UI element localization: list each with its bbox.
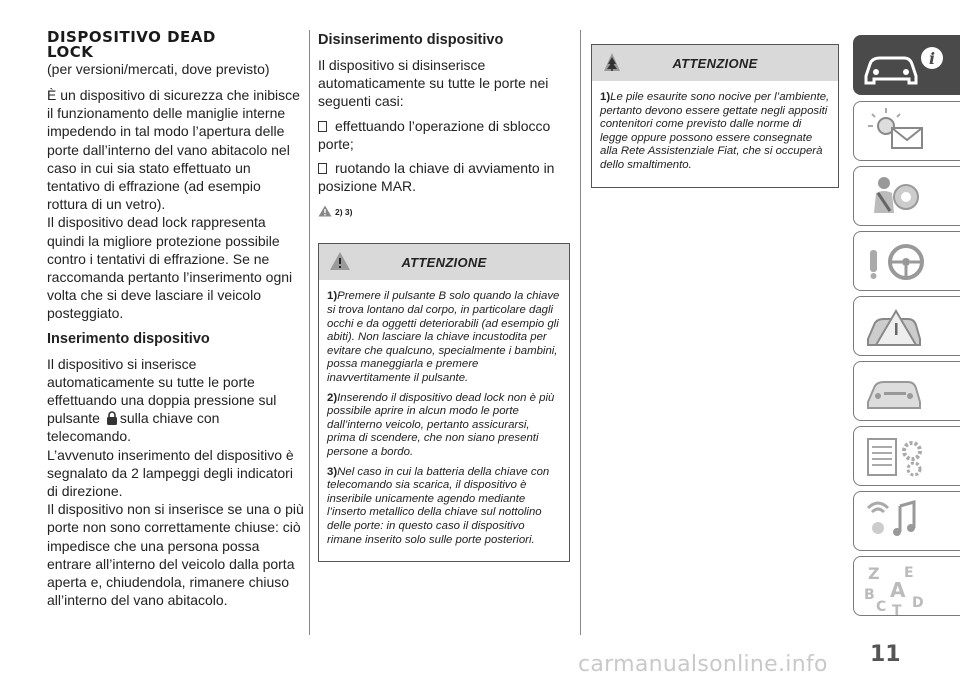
environment-warning-box xyxy=(591,44,839,188)
tab-safety[interactable] xyxy=(853,166,960,226)
disable-intro: Il dispositivo si disinserisce automaticamente su tutte le porte nei seguenti casi: xyxy=(318,57,549,110)
insert-text-a: Il dispositivo si inserisce automaticamente su tutte le porte effettuando una doppia pressione sul pulsante xyxy=(47,355,277,427)
tab-warning-lights[interactable] xyxy=(853,101,960,161)
warning-item-2 xyxy=(327,392,561,460)
warning-number: 1) xyxy=(600,91,611,103)
warning-text: Inserendo il dispositivo dead lock non è più possibile aprire in alcun modo le porte dall’interno veicolo, pertanto assicurarsi, prima di scendere, che non siano presenti persone a bordo. xyxy=(327,391,555,458)
column-divider-2 xyxy=(580,30,581,635)
tab-driving[interactable] xyxy=(853,231,960,291)
warning-box xyxy=(318,243,570,562)
safety-icon xyxy=(854,167,954,225)
subtitle: (per versioni/mercati, dove previsto) xyxy=(47,61,270,77)
warning-body xyxy=(319,280,569,561)
emergency-icon xyxy=(854,297,954,355)
environment-tree-icon xyxy=(602,52,622,74)
index-icon xyxy=(854,557,954,615)
warning-references xyxy=(318,205,570,217)
tab-index[interactable] xyxy=(853,556,960,616)
title-line-2: LOCK xyxy=(47,43,94,61)
warning-title: ATTENZIONE xyxy=(672,55,758,71)
index-letter-t: T xyxy=(892,603,902,615)
bullet-text-1: effettuando l’operazione di sblocco porte; xyxy=(318,117,551,152)
tab-emergency[interactable] xyxy=(853,296,960,356)
warning-number: 3) xyxy=(327,465,338,478)
intro-paragraph-1: È un dispositivo di sicurezza che inibisce il funzionamento delle maniglie interne impedendo in tal modo l’apertura delle porte dall’interno del vano abitacolo nel caso in cui sia stato effettuato un tentativo di effrazione (ad esempio rottura di un vetro). xyxy=(47,87,300,213)
warning-item-1 xyxy=(600,91,830,173)
warning-text: Le pile esaurite sono nocive per l’ambiente, pertanto devono essere gettate negli appositi contenitori come previsto dalle norme di legge oppure possono essere consegnate alla Rete Assistenziale Fiat, che si occuperà dello smaltimento. xyxy=(600,91,830,171)
warning-lights-icon xyxy=(854,102,954,160)
warning-item-3 xyxy=(327,466,561,548)
tab-maintenance[interactable] xyxy=(853,361,960,421)
warning-text: Nel caso in cui la batteria della chiave con telecomando sia scarica, il dispositivo è inseribile unicamente agendo mediante l’inserto metallico della chiave sul nottolino delle porte: in questo caso il dispositivo rimane inserito solo sulle porte posteriori. xyxy=(327,465,550,546)
tab-car-info[interactable] xyxy=(853,35,960,95)
page-title xyxy=(47,30,305,60)
checkbox-bullet-icon xyxy=(318,163,327,174)
lock-icon xyxy=(106,411,118,425)
column-3 xyxy=(591,44,839,188)
warning-text: Premere il pulsante B solo quando la chiave si trova lontano dal corpo, in particolare dagli occhi e da oggetti deteriorabili (ad esempio gli abiti). Non lasciare la chiave incustodita per evitare che qualcuno, specialmente i bambini, possa maneggiarla e premere inavvertitamente il pulsante. xyxy=(327,290,560,384)
multimedia-icon xyxy=(854,492,954,550)
intro-paragraph-2: Il dispositivo dead lock rappresenta quindi la migliore protezione possibile contro i tentativi di effrazione. Se ne raccomanda pertanto l’inserimento ogni volta che si deve lasciare il veicolo posteggiato. xyxy=(47,214,293,322)
index-letter-e: E xyxy=(904,565,914,581)
car-info-icon xyxy=(854,36,954,96)
warning-title: ATTENZIONE xyxy=(401,254,487,270)
column-2 xyxy=(318,30,570,562)
driving-icon xyxy=(854,232,954,290)
insert-text-b: sulla chiave con telecomando. xyxy=(47,410,220,445)
insert-paragraph-1 xyxy=(47,355,305,446)
warning-number: 1) xyxy=(327,290,338,303)
references-text: 2) 3) xyxy=(335,207,353,218)
insert-paragraph-2: L’avvenuto inserimento del dispositivo è segnalato da 2 lampeggi degli indicatori di direzione. xyxy=(47,446,294,500)
bullet-item-1 xyxy=(318,117,570,153)
warning-item-1 xyxy=(327,290,561,385)
column-1 xyxy=(47,30,305,609)
insert-paragraph-3: Il dispositivo non si inserisce se una o più porte non sono correttamente chiuse: ciò impedisce che una persona possa entrare all’interno del veicolo dalla porta aperta e, chiudendola, rimanere chiuso all’interno del vano abitacolo. xyxy=(47,501,304,609)
bullet-item-2 xyxy=(318,159,570,195)
technical-data-icon xyxy=(854,427,954,485)
index-letter-c: C xyxy=(876,599,887,615)
index-letter-b: B xyxy=(864,587,875,603)
section-title-insert: Inserimento dispositivo xyxy=(47,330,210,347)
index-letter-d: D xyxy=(912,595,924,611)
warning-triangle-icon xyxy=(318,205,332,217)
tab-multimedia[interactable] xyxy=(853,491,960,551)
watermark-text: carmanualsonline.info xyxy=(578,652,828,677)
svg-text:i: i xyxy=(928,49,936,68)
index-letter-a: A xyxy=(890,578,906,602)
warning-number: 2) xyxy=(327,391,338,404)
maintenance-icon xyxy=(854,362,954,420)
index-letter-z: Z xyxy=(868,564,880,583)
page-number: 11 xyxy=(870,642,901,667)
section-title-disable: Disinserimento dispositivo xyxy=(318,32,504,48)
checkbox-bullet-icon xyxy=(318,121,327,132)
warning-header xyxy=(319,244,569,280)
warning-header xyxy=(592,45,838,81)
tab-technical-data[interactable] xyxy=(853,426,960,486)
bullet-text-2: ruotando la chiave di avviamento in posizione MAR. xyxy=(318,160,555,195)
column-divider-1 xyxy=(309,30,310,635)
warning-body xyxy=(592,81,838,187)
warning-triangle-icon xyxy=(329,251,351,271)
title-line-1: DISPOSITIVO DEAD xyxy=(47,28,216,46)
